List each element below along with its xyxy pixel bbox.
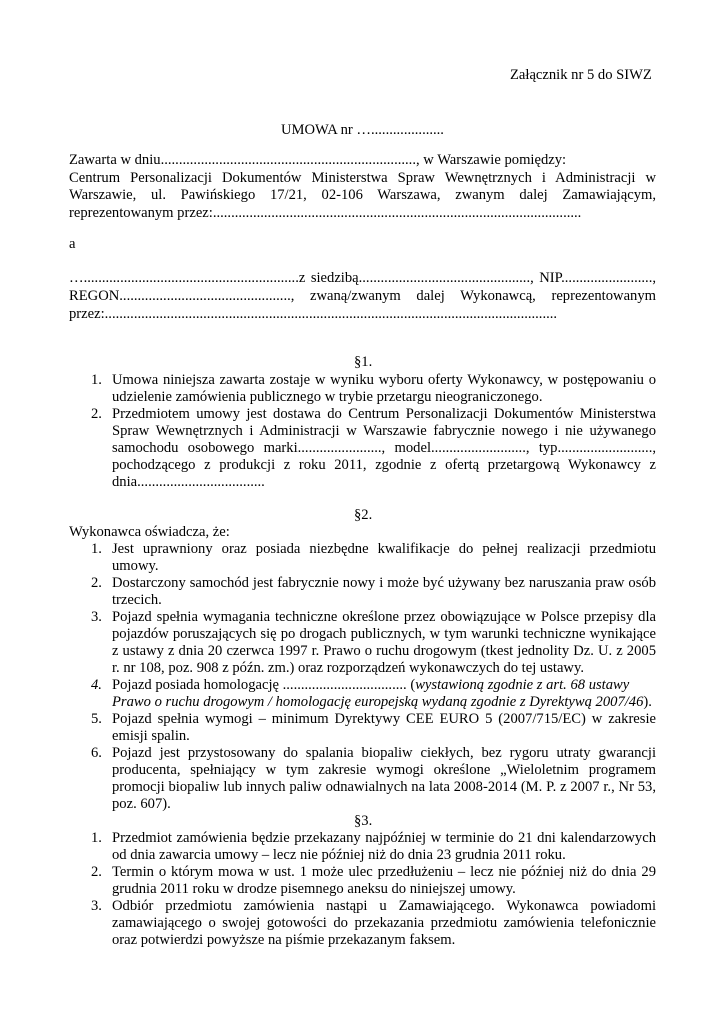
list-number: 6.: [91, 745, 102, 761]
attachment-label: Załącznik nr 5 do SIWZ: [510, 67, 652, 83]
list-item-line: [112, 694, 652, 712]
list-item-line: z ustawy z dnia 20 czerwca 1997 r. Prawo o ruchu drogowym (tkest jednolity Dz. U. z 2005: [112, 643, 656, 659]
homologation-italic: Prawo o ruchu drogowym / homologację europejską wydaną zgodnie z Dyrektywą 2007/46: [112, 694, 644, 710]
list-item-line: pojazdów poruszających się po drogach publicznych, w tym warunki techniczne wynikające: [112, 626, 656, 642]
list-number: 1.: [91, 372, 102, 388]
list-item-line: zamawiającego o swojej gotowości do przekazania przedmiotu zamówienia telefonicznie: [112, 915, 656, 931]
list-item-line: r. nr 108, poz. 908 z późn. zm.) oraz rozporządzeń wykonawczych do tej ustawy.: [112, 660, 584, 676]
intro-line: reprezentowanym przez:.....................................................................................................: [69, 205, 582, 221]
list-item-line: umowy.: [112, 558, 159, 574]
list-number: 2.: [91, 864, 102, 880]
list-item-line: Pojazd jest przystosowany do spalania biopaliw ciekłych, bez rygoru utraty gwarancji: [112, 745, 656, 761]
list-item-line: trzecich.: [112, 592, 162, 608]
list-item-line: Pojazd spełnia wymagania techniczne określone przez obowiązujące w Polsce przepisy dla: [112, 609, 656, 625]
contractor-line: REGON..............................................., zwaną/zwanym dalej Wykonawcą, reprezentowanym: [69, 288, 656, 304]
section-heading: §1.: [354, 354, 373, 370]
list-item-line: Przedmiotem umowy jest dostawa do Centrum Personalizacji Dokumentów Ministerstwa: [112, 406, 656, 422]
list-item-line: poz. 607).: [112, 796, 171, 812]
list-number: 4.: [91, 677, 102, 693]
contract-title: UMOWA nr …....................: [281, 122, 444, 138]
homologation-italic: wystawioną zgodnie z art. 68 ustawy: [415, 677, 630, 693]
list-item-line: Termin o którym mowa w ust. 1 może ulec przedłużeniu – lecz nie później niż do dnia 29: [112, 864, 656, 880]
list-number: 3.: [91, 609, 102, 625]
list-item-line: Dostarczony samochód jest fabrycznie nowy i może być używany bez naruszania praw osób: [112, 575, 656, 591]
list-item-line: Pojazd spełnia wymogi – minimum Dyrektywy CEE EURO 5 (2007/715/EC) w zakresie: [112, 711, 656, 727]
contractor-line: przez:............................................................................................................................: [69, 306, 558, 322]
list-number: 3.: [91, 898, 102, 914]
list-item-line: promocji biopaliw lub innych paliw odnawialnych na lata 2008-2014 (M. P. z 2007 r., Nr 53,: [112, 779, 656, 795]
homologation-text: Pojazd posiada homologację .................................. (: [112, 677, 416, 693]
list-number: 2.: [91, 406, 102, 422]
list-number: 1.: [91, 541, 102, 557]
section-lead: Wykonawca oświadcza, że:: [69, 524, 230, 540]
list-item-line: od dnia zawarcia umowy – lecz nie później niż do dnia 23 grudnia 2011 roku.: [112, 847, 566, 863]
homologation-end: ).: [643, 694, 652, 710]
list-number: 2.: [91, 575, 102, 591]
list-item-line: grudnia 2011 roku w drodze pisemnego aneksu do niniejszej umowy.: [112, 881, 516, 897]
section-heading: §2.: [354, 507, 373, 523]
intro-conjunction: a: [69, 236, 76, 252]
list-item-line: Jest uprawniony oraz posiada niezbędne kwalifikacje do pełnej realizacji przedmiotu: [112, 541, 656, 557]
list-item-line: dnia...................................: [112, 474, 265, 490]
list-number: 1.: [91, 830, 102, 846]
list-item-line: [112, 677, 629, 695]
list-item-line: udzielenie zamówienia publicznego w trybie przetargu nieograniczonego.: [112, 389, 543, 405]
list-number: 5.: [91, 711, 102, 727]
list-item-line: producenta, spełniający w tym zakresie wymogi określone „Wieloletnim programem: [112, 762, 656, 778]
list-item-line: samochodu osobowego marki......................., model.........................., typ..........................,: [112, 440, 656, 456]
list-item-line: Przedmiot zamówienia będzie przekazany najpóźniej w terminie do 21 dni kalendarzowych: [112, 830, 656, 846]
list-item-line: Odbiór przedmiotu zamówienia nastąpi u Zamawiającego. Wykonawca powiadomi: [112, 898, 656, 914]
list-item-line: oraz potwierdzi powyższe na piśmie przekazanym faksem.: [112, 932, 456, 948]
list-item-line: Umowa niniejsza zawarta zostaje w wyniku wyboru oferty Wykonawcy, w postępowaniu o: [112, 372, 656, 388]
intro-line: Zawarta w dniu......................................................................, w Warszawie pomiędzy:: [69, 152, 567, 168]
section-heading: §3.: [354, 813, 373, 829]
list-item-line: pochodzącego z produkcji z roku 2011, zgodnie z ofertą przetargową Wykonawcy z: [112, 457, 656, 473]
intro-line: Warszawie, ul. Pawińskiego 17/21, 02-106 Warszawa, zwanym dalej Zamawiającym,: [69, 187, 656, 203]
list-item-line: Spraw Wewnętrznych i Administracji w Warszawie fabrycznie nowego i nie używanego: [112, 423, 656, 439]
intro-line: Centrum Personalizacji Dokumentów Ministerstwa Spraw Wewnętrznych i Administracji w: [69, 170, 656, 186]
list-item-line: emisji spalin.: [112, 728, 190, 744]
contractor-line: …...........................................................z siedzibą..............................................., NIP.........................,: [69, 270, 656, 286]
